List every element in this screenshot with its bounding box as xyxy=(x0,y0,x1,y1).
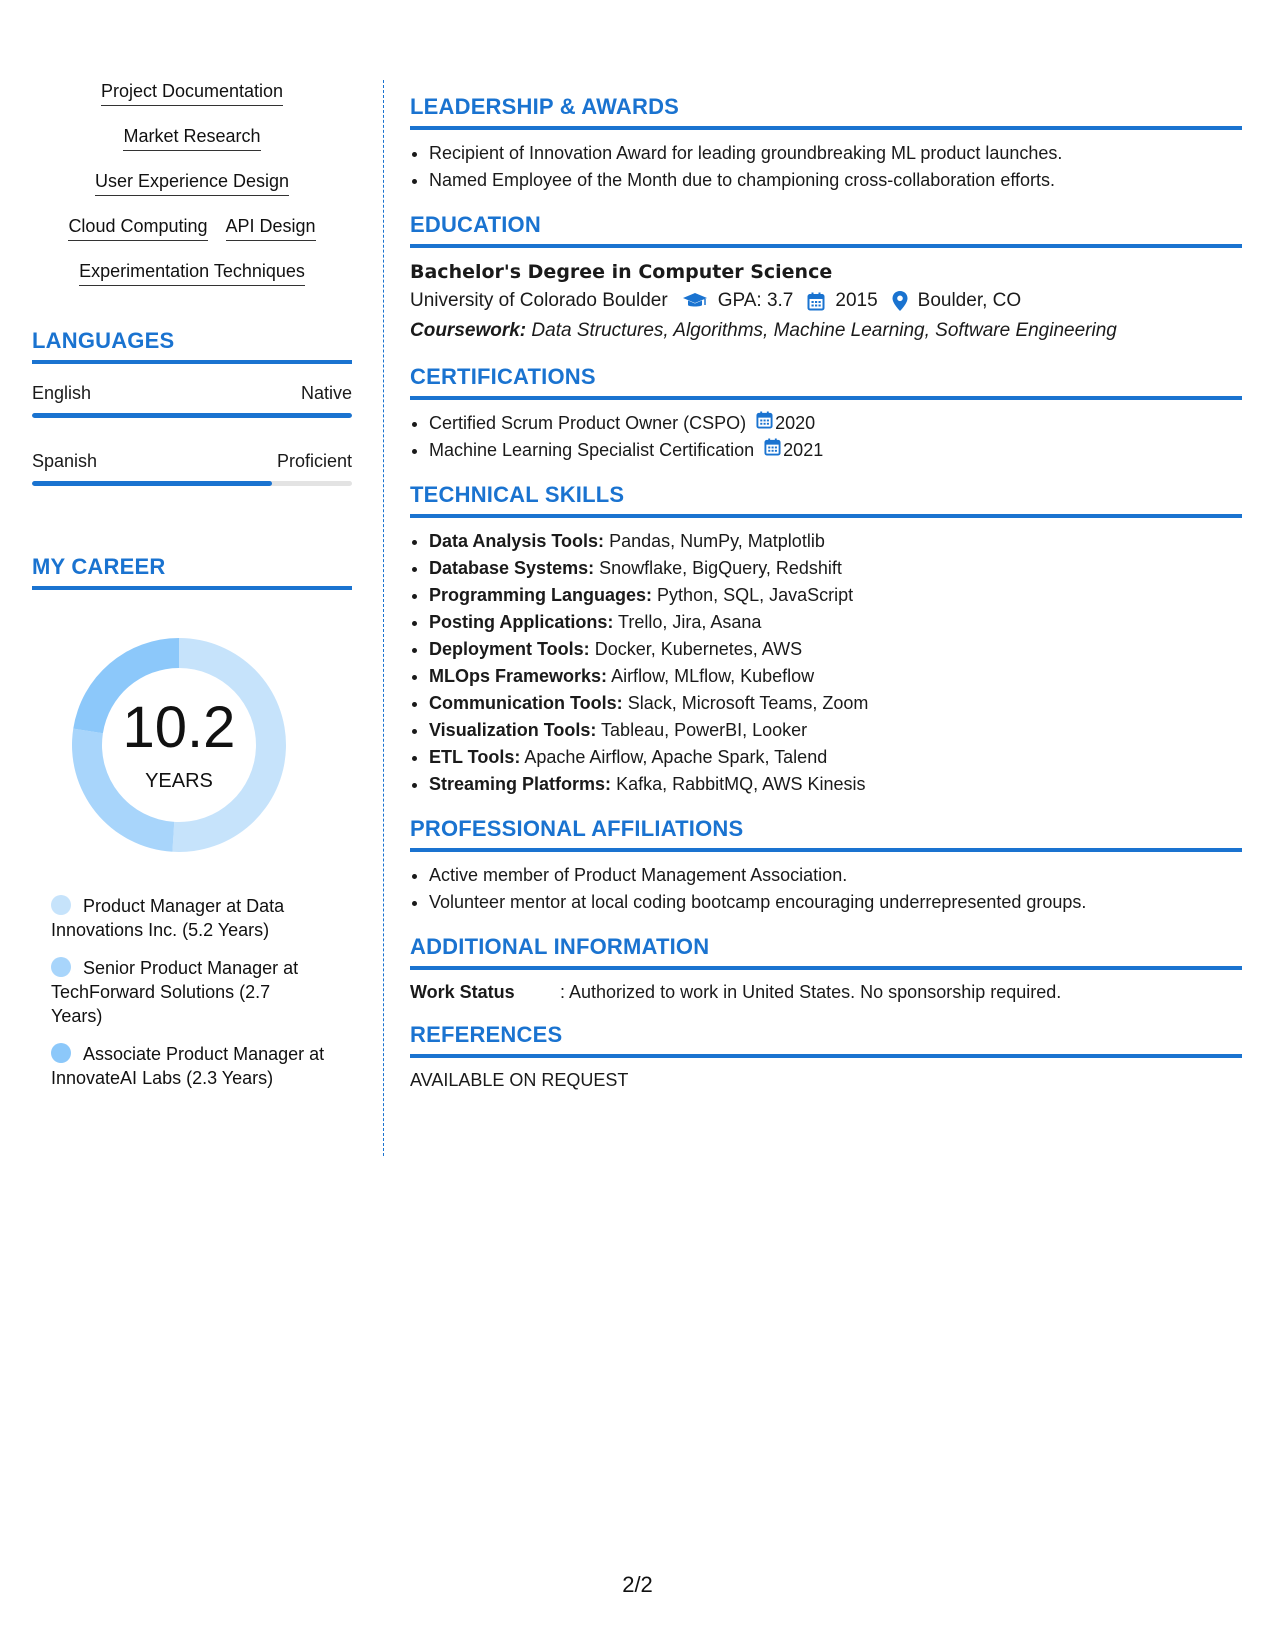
list-item: • Named Employee of the Month due to championing cross-collaboration efforts. xyxy=(429,167,1242,194)
list-item xyxy=(429,528,1242,555)
skill-tag: API Design xyxy=(226,215,316,241)
education-section xyxy=(410,212,1242,346)
career-unit: YEARS xyxy=(145,770,213,792)
language-bar xyxy=(32,413,352,418)
references-text: AVAILABLE ON REQUEST xyxy=(410,1070,629,1090)
section-title: PROFESSIONAL AFFILIATIONS xyxy=(410,816,1242,852)
section-title: ADDITIONAL INFORMATION xyxy=(410,934,1242,970)
legend-dot xyxy=(51,1043,71,1063)
affiliations-section xyxy=(410,816,1242,916)
skill-label: Visualization Tools: xyxy=(429,720,597,740)
skill-label: Data Analysis Tools: xyxy=(429,531,605,551)
skill-tag: Project Documentation xyxy=(101,80,283,106)
list-item xyxy=(429,744,1242,771)
list-item: • Active member of Product Management Association. xyxy=(429,862,1242,889)
school-name: University of Colorado Boulder xyxy=(410,290,668,311)
skill-label: ETL Tools: xyxy=(429,747,521,767)
skill-value: Slack, Microsoft Teams, Zoom xyxy=(627,693,869,713)
skill-value: Tableau, PowerBI, Looker xyxy=(601,720,808,740)
info-value: : Authorized to work in United States. No sponsorship required. xyxy=(560,982,1062,1002)
calendar-icon xyxy=(756,410,773,437)
legend-dot xyxy=(51,957,71,977)
certifications-section xyxy=(410,364,1242,464)
calendar-icon xyxy=(807,292,825,311)
certifications-list xyxy=(410,410,1242,464)
info-row xyxy=(410,980,1242,1004)
skill-value: Apache Airflow, Apache Spark, Talend xyxy=(524,747,828,767)
language-level: Native xyxy=(300,383,352,403)
technical-skills-list xyxy=(410,528,1242,798)
legend-item xyxy=(51,894,326,942)
list-item: • Volunteer mentor at local coding bootcamp encouraging underrepresented groups. xyxy=(429,889,1242,916)
skill-value: Kafka, RabbitMQ, AWS Kinesis xyxy=(616,774,866,794)
list-item xyxy=(429,771,1242,798)
skill-label: MLOps Frameworks: xyxy=(429,666,608,686)
skill-value: Trello, Jira, Asana xyxy=(618,612,762,632)
left-column xyxy=(32,80,352,1104)
skill-label: Communication Tools: xyxy=(429,693,623,713)
skill-tag: Cloud Computing xyxy=(68,215,207,241)
skill-value: Python, SQL, JavaScript xyxy=(657,585,854,605)
career-donut-chart xyxy=(64,630,294,860)
skill-label: Streaming Platforms: xyxy=(429,774,612,794)
skill-tag: Market Research xyxy=(123,125,260,151)
languages-section xyxy=(32,328,352,486)
language-item xyxy=(32,382,352,418)
career-legend xyxy=(51,894,326,1090)
skill-value: Snowflake, BigQuery, Redshift xyxy=(599,558,842,578)
page-number: 2/2 xyxy=(622,1572,653,1597)
degree: Bachelor's Degree in Computer Science xyxy=(410,261,833,283)
skill-label: Programming Languages: xyxy=(429,585,653,605)
skill-value: Docker, Kubernetes, AWS xyxy=(594,639,803,659)
section-title: LEADERSHIP & AWARDS xyxy=(410,94,1242,130)
leadership-section xyxy=(410,94,1242,194)
skill-row xyxy=(32,215,352,241)
language-bar-fill xyxy=(32,481,272,486)
section-title: REFERENCES xyxy=(410,1022,1242,1058)
language-item xyxy=(32,450,352,486)
leadership-list xyxy=(410,140,1242,194)
career-total: 10.2 xyxy=(122,695,236,760)
language-bar xyxy=(32,481,352,486)
gpa: GPA: 3.7 xyxy=(717,290,794,311)
list-item xyxy=(429,555,1242,582)
section-title: TECHNICAL SKILLS xyxy=(410,482,1242,518)
column-divider xyxy=(383,80,384,1156)
language-name: English xyxy=(32,383,92,403)
education-meta xyxy=(410,286,1242,316)
skill-row xyxy=(32,125,352,151)
list-item: • Recipient of Innovation Award for leading groundbreaking ML product launches. xyxy=(429,140,1242,167)
coursework-label: Coursework: xyxy=(410,320,527,341)
section-title: EDUCATION xyxy=(410,212,1242,248)
graduation-year: 2015 xyxy=(835,290,878,311)
location-pin-icon xyxy=(892,291,908,311)
calendar-icon xyxy=(764,437,781,464)
list-item xyxy=(429,717,1242,744)
language-name: Spanish xyxy=(32,451,98,471)
skill-value: Pandas, NumPy, Matplotlib xyxy=(609,531,825,551)
skill-label: Deployment Tools: xyxy=(429,639,590,659)
references-section xyxy=(410,1022,1242,1092)
list-item xyxy=(429,582,1242,609)
list-item xyxy=(429,609,1242,636)
skills-tags xyxy=(32,80,352,286)
languages-title: LANGUAGES xyxy=(32,328,352,364)
skill-row xyxy=(32,170,352,196)
legend-item xyxy=(51,1042,326,1090)
legend-label: Associate Product Manager at InnovateAI Labs (2.3 Years) xyxy=(51,1044,325,1088)
list-item xyxy=(429,437,1242,464)
cert-name: • Machine Learning Specialist Certification xyxy=(429,440,755,460)
list-item xyxy=(429,663,1242,690)
coursework xyxy=(410,316,1242,346)
additional-info-section xyxy=(410,934,1242,1004)
language-level: Proficient xyxy=(276,451,352,471)
list-item xyxy=(429,690,1242,717)
skill-row xyxy=(32,260,352,286)
cert-year: 2021 xyxy=(783,440,824,460)
technical-skills-section xyxy=(410,482,1242,798)
skill-value: Airflow, MLflow, Kubeflow xyxy=(611,666,815,686)
legend-dot xyxy=(51,895,71,915)
language-bar-fill xyxy=(32,413,352,418)
right-column xyxy=(410,94,1242,1110)
school-location: Boulder, CO xyxy=(917,290,1022,311)
info-label: Work Status xyxy=(410,982,515,1002)
graduation-cap-icon xyxy=(682,292,708,310)
list-item xyxy=(429,636,1242,663)
coursework-list: Data Structures, Algorithms, Machine Learning, Software Engineering xyxy=(531,320,1117,341)
skill-row xyxy=(32,80,352,106)
career-title: MY CAREER xyxy=(32,554,352,590)
skill-label: Posting Applications: xyxy=(429,612,614,632)
cert-name: • Certified Scrum Product Owner (CSPO) xyxy=(429,413,747,433)
career-section xyxy=(32,554,352,1090)
legend-label: Senior Product Manager at TechForward Solutions (2.7 Years) xyxy=(51,958,299,1026)
skill-label: Database Systems: xyxy=(429,558,595,578)
cert-year: 2020 xyxy=(775,413,816,433)
legend-label: Product Manager at Data Innovations Inc. (5.2 Years) xyxy=(51,896,285,940)
legend-item xyxy=(51,956,326,1028)
skill-tag: User Experience Design xyxy=(95,170,289,196)
list-item xyxy=(429,410,1242,437)
skill-tag: Experimentation Techniques xyxy=(79,260,305,286)
section-title: CERTIFICATIONS xyxy=(410,364,1242,400)
affiliations-list xyxy=(410,862,1242,916)
